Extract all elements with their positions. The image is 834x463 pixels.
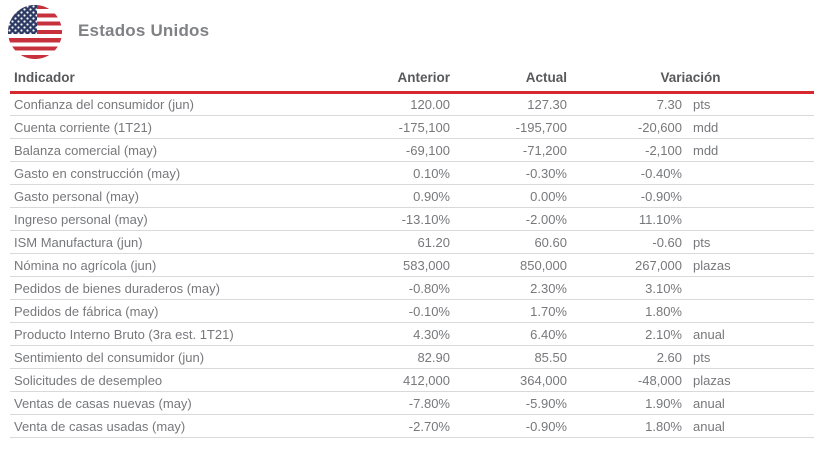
cell-unidad [682, 277, 814, 300]
table-row [10, 369, 814, 392]
cell-indicador: Solicitudes de desempleo [10, 369, 350, 392]
cell-actual: -0.30% [450, 162, 567, 185]
cell-anterior: 61.20 [350, 231, 450, 254]
col-header-anterior: Anterior [350, 70, 450, 93]
cell-anterior: 412,000 [350, 369, 450, 392]
col-header-variacion: Variación [567, 70, 814, 93]
cell-indicador: Ventas de casas nuevas (may) [10, 392, 350, 415]
cell-indicador: ISM Manufactura (jun) [10, 231, 350, 254]
cell-actual: 6.40% [450, 323, 567, 346]
table-row [10, 346, 814, 369]
cell-anterior: -2.70% [350, 415, 450, 438]
cell-actual: 85.50 [450, 346, 567, 369]
cell-anterior: -175,100 [350, 116, 450, 139]
cell-variacion: 2.60 [567, 346, 682, 369]
table-body [10, 93, 814, 438]
table-row [10, 185, 814, 208]
cell-actual: 0.00% [450, 185, 567, 208]
cell-variacion: 267,000 [567, 254, 682, 277]
cell-anterior: 0.10% [350, 162, 450, 185]
cell-anterior: 82.90 [350, 346, 450, 369]
cell-unidad [682, 300, 814, 323]
cell-unidad: pts [682, 93, 814, 116]
cell-indicador: Balanza comercial (may) [10, 139, 350, 162]
table-row [10, 323, 814, 346]
table-row [10, 139, 814, 162]
cell-actual: -5.90% [450, 392, 567, 415]
cell-actual: 364,000 [450, 369, 567, 392]
cell-variacion: -48,000 [567, 369, 682, 392]
indicators-table [10, 70, 814, 438]
cell-unidad [682, 185, 814, 208]
cell-unidad: pts [682, 346, 814, 369]
table-row [10, 254, 814, 277]
cell-anterior: 120.00 [350, 93, 450, 116]
cell-unidad [682, 208, 814, 231]
cell-unidad: mdd [682, 139, 814, 162]
cell-variacion: 1.90% [567, 392, 682, 415]
cell-actual: -71,200 [450, 139, 567, 162]
cell-actual: 60.60 [450, 231, 567, 254]
cell-indicador: Sentimiento del consumidor (jun) [10, 346, 350, 369]
cell-variacion: -2,100 [567, 139, 682, 162]
cell-indicador: Pedidos de fábrica (may) [10, 300, 350, 323]
cell-variacion: 3.10% [567, 277, 682, 300]
cell-variacion: 7.30 [567, 93, 682, 116]
cell-variacion: -0.90% [567, 185, 682, 208]
cell-unidad: mdd [682, 116, 814, 139]
cell-unidad: anual [682, 415, 814, 438]
table-row [10, 231, 814, 254]
table-row [10, 300, 814, 323]
cell-indicador: Ingreso personal (may) [10, 208, 350, 231]
cell-variacion: 1.80% [567, 300, 682, 323]
cell-indicador: Gasto en construcción (may) [10, 162, 350, 185]
cell-indicador: Gasto personal (may) [10, 185, 350, 208]
cell-anterior: -0.80% [350, 277, 450, 300]
table-row [10, 162, 814, 185]
cell-anterior: 4.30% [350, 323, 450, 346]
cell-actual: 850,000 [450, 254, 567, 277]
cell-anterior: -7.80% [350, 392, 450, 415]
cell-unidad: anual [682, 392, 814, 415]
cell-indicador: Cuenta corriente (1T21) [10, 116, 350, 139]
col-header-indicador: Indicador [10, 70, 350, 93]
cell-unidad: plazas [682, 254, 814, 277]
page-title: Estados Unidos [78, 21, 210, 40]
cell-anterior: 0.90% [350, 185, 450, 208]
cell-anterior: -69,100 [350, 139, 450, 162]
cell-indicador: Pedidos de bienes duraderos (may) [10, 277, 350, 300]
cell-actual: 2.30% [450, 277, 567, 300]
cell-actual: 1.70% [450, 300, 567, 323]
cell-variacion: 11.10% [567, 208, 682, 231]
table-header [10, 70, 814, 93]
table-header-row [10, 70, 814, 93]
cell-actual: -2.00% [450, 208, 567, 231]
cell-anterior: -0.10% [350, 300, 450, 323]
cell-variacion: -0.60 [567, 231, 682, 254]
cell-anterior: -13.10% [350, 208, 450, 231]
cell-anterior: 583,000 [350, 254, 450, 277]
cell-unidad: pts [682, 231, 814, 254]
table-row [10, 392, 814, 415]
table-row [10, 208, 814, 231]
cell-unidad: plazas [682, 369, 814, 392]
table-row [10, 415, 814, 438]
cell-actual: 127.30 [450, 93, 567, 116]
cell-indicador: Producto Interno Bruto (3ra est. 1T21) [10, 323, 350, 346]
cell-actual: -195,700 [450, 116, 567, 139]
cell-unidad [682, 162, 814, 185]
flag-canton [8, 5, 37, 34]
cell-unidad: anual [682, 323, 814, 346]
cell-variacion: -0.40% [567, 162, 682, 185]
cell-indicador: Confianza del consumidor (jun) [10, 93, 350, 116]
cell-variacion: 1.80% [567, 415, 682, 438]
cell-indicador: Nómina no agrícola (jun) [10, 254, 350, 277]
cell-indicador: Venta de casas usadas (may) [10, 415, 350, 438]
col-header-actual: Actual [450, 70, 567, 93]
cell-variacion: -20,600 [567, 116, 682, 139]
table-row [10, 277, 814, 300]
us-flag-icon [8, 5, 62, 59]
table-row [10, 116, 814, 139]
table-row [10, 93, 814, 116]
cell-variacion: 2.10% [567, 323, 682, 346]
cell-actual: -0.90% [450, 415, 567, 438]
